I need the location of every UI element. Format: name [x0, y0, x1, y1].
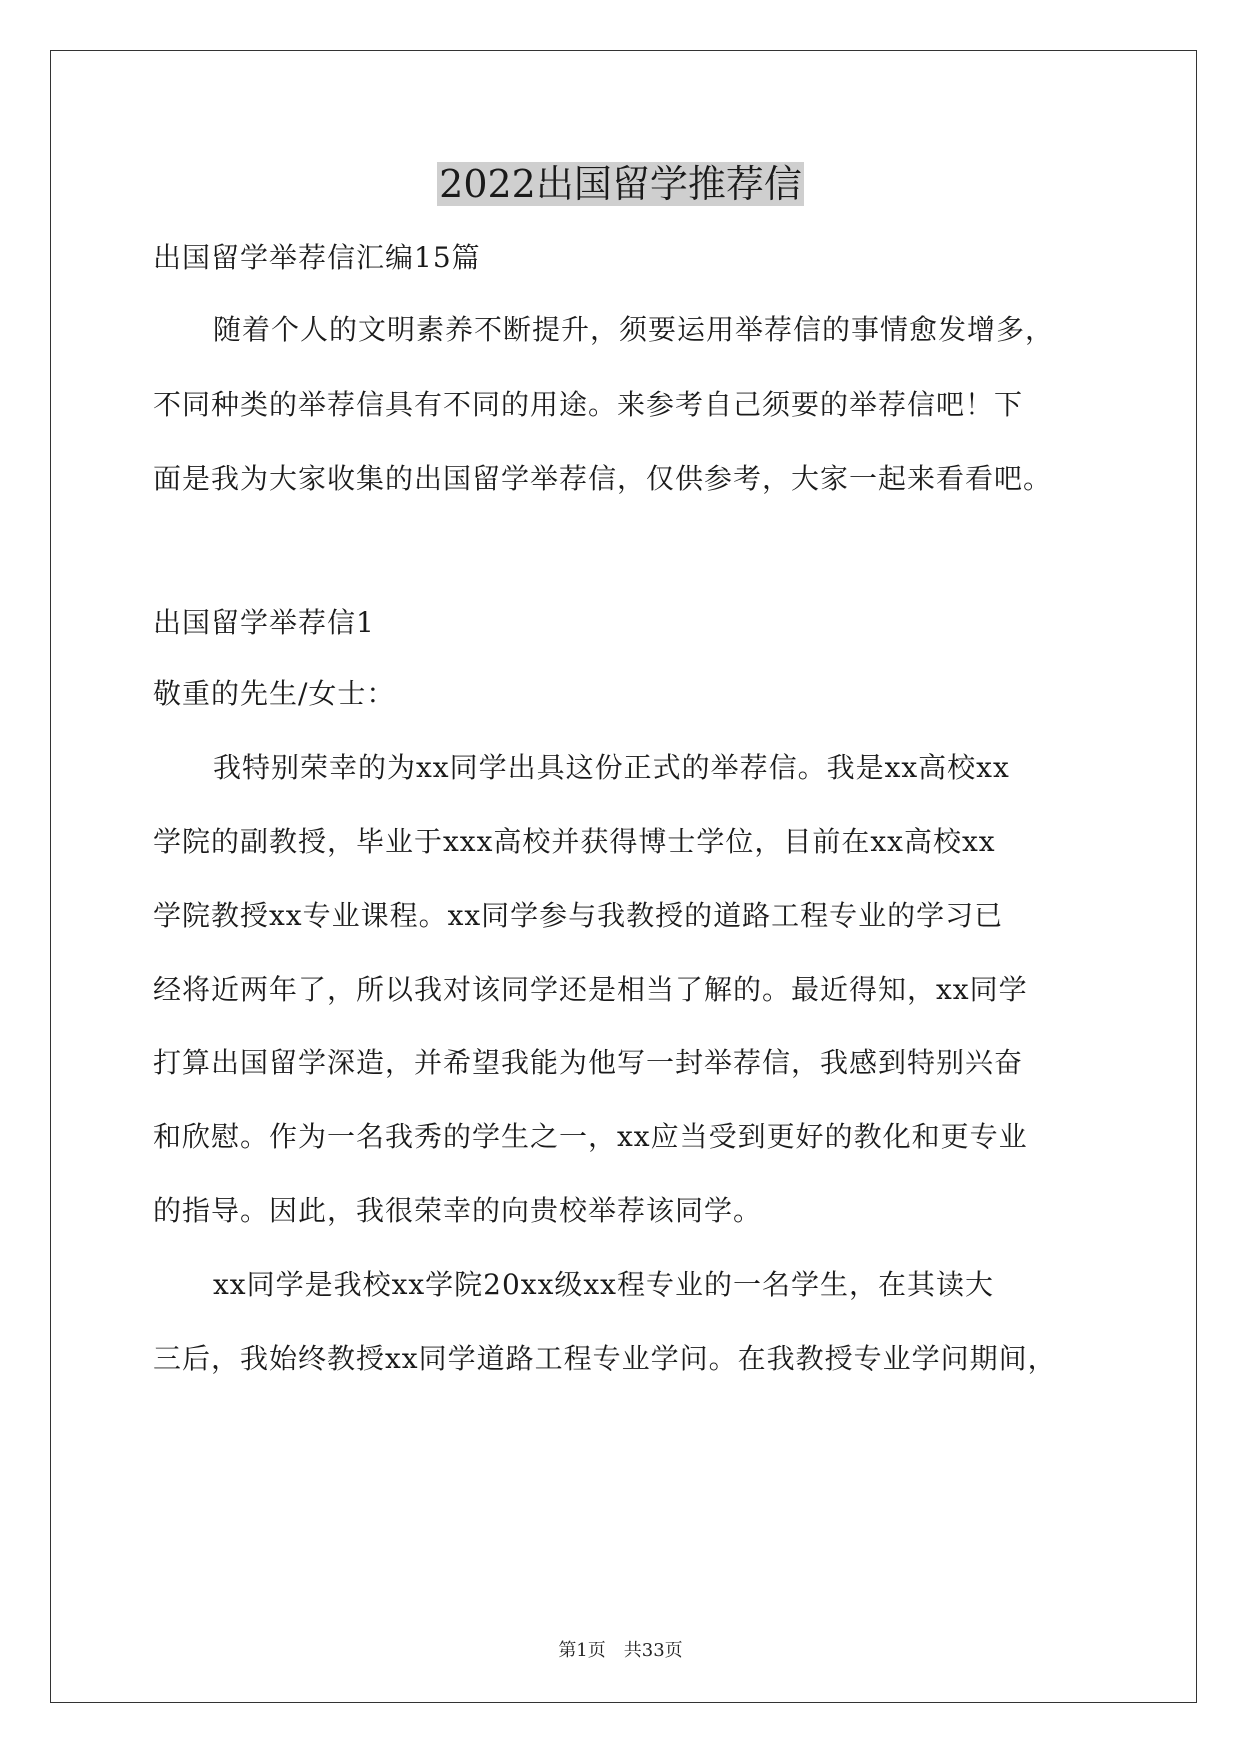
paragraph-line: 我特别荣幸的为xx同学出具这份正式的举荐信。我是xx高校xx [213, 751, 1010, 784]
paragraph-line: xx同学是我校xx学院20xx级xx程专业的一名学生，在其读大 [213, 1268, 994, 1301]
salutation: 敬重的先生/女士： [153, 677, 396, 710]
paragraph-line: 随着个人的文明素养不断提升，须要运用举荐信的事情愈发增多， [213, 313, 1055, 346]
paragraph-line: 学院的副教授，毕业于xxx高校并获得博士学位，目前在xx高校xx [153, 825, 996, 858]
page-border [50, 50, 1197, 1703]
document-title [0, 157, 1241, 211]
document-subtitle: 出国留学举荐信汇编15篇 [153, 241, 481, 274]
page-footer: 第1页 共33页 [558, 1640, 683, 1661]
document-title-text: 2022出国留学推荐信 [439, 162, 802, 206]
paragraph-line: 三后，我始终教授xx同学道路工程专业学问。在我教授专业学问期间， [153, 1342, 1057, 1375]
paragraph-line: 面是我为大家收集的出国留学举荐信，仅供参考，大家一起来看看吧。 [153, 462, 1053, 495]
paragraph-line: 打算出国留学深造，并希望我能为他写一封举荐信，我感到特别兴奋 [153, 1046, 1024, 1079]
paragraph-line: 学院教授xx专业课程。xx同学参与我教授的道路工程专业的学习已 [153, 899, 1004, 932]
paragraph-line: 和欣慰。作为一名我秀的学生之一，xx应当受到更好的教化和更专业 [153, 1120, 1028, 1153]
paragraph-line: 的指导。因此，我很荣幸的向贵校举荐该同学。 [153, 1194, 763, 1227]
section-heading: 出国留学举荐信1 [153, 606, 375, 639]
paragraph-line: 经将近两年了，所以我对该同学还是相当了解的。最近得知，xx同学 [153, 973, 1028, 1006]
paragraph-line: 不同种类的举荐信具有不同的用途。来参考自己须要的举荐信吧！下 [153, 388, 1024, 421]
